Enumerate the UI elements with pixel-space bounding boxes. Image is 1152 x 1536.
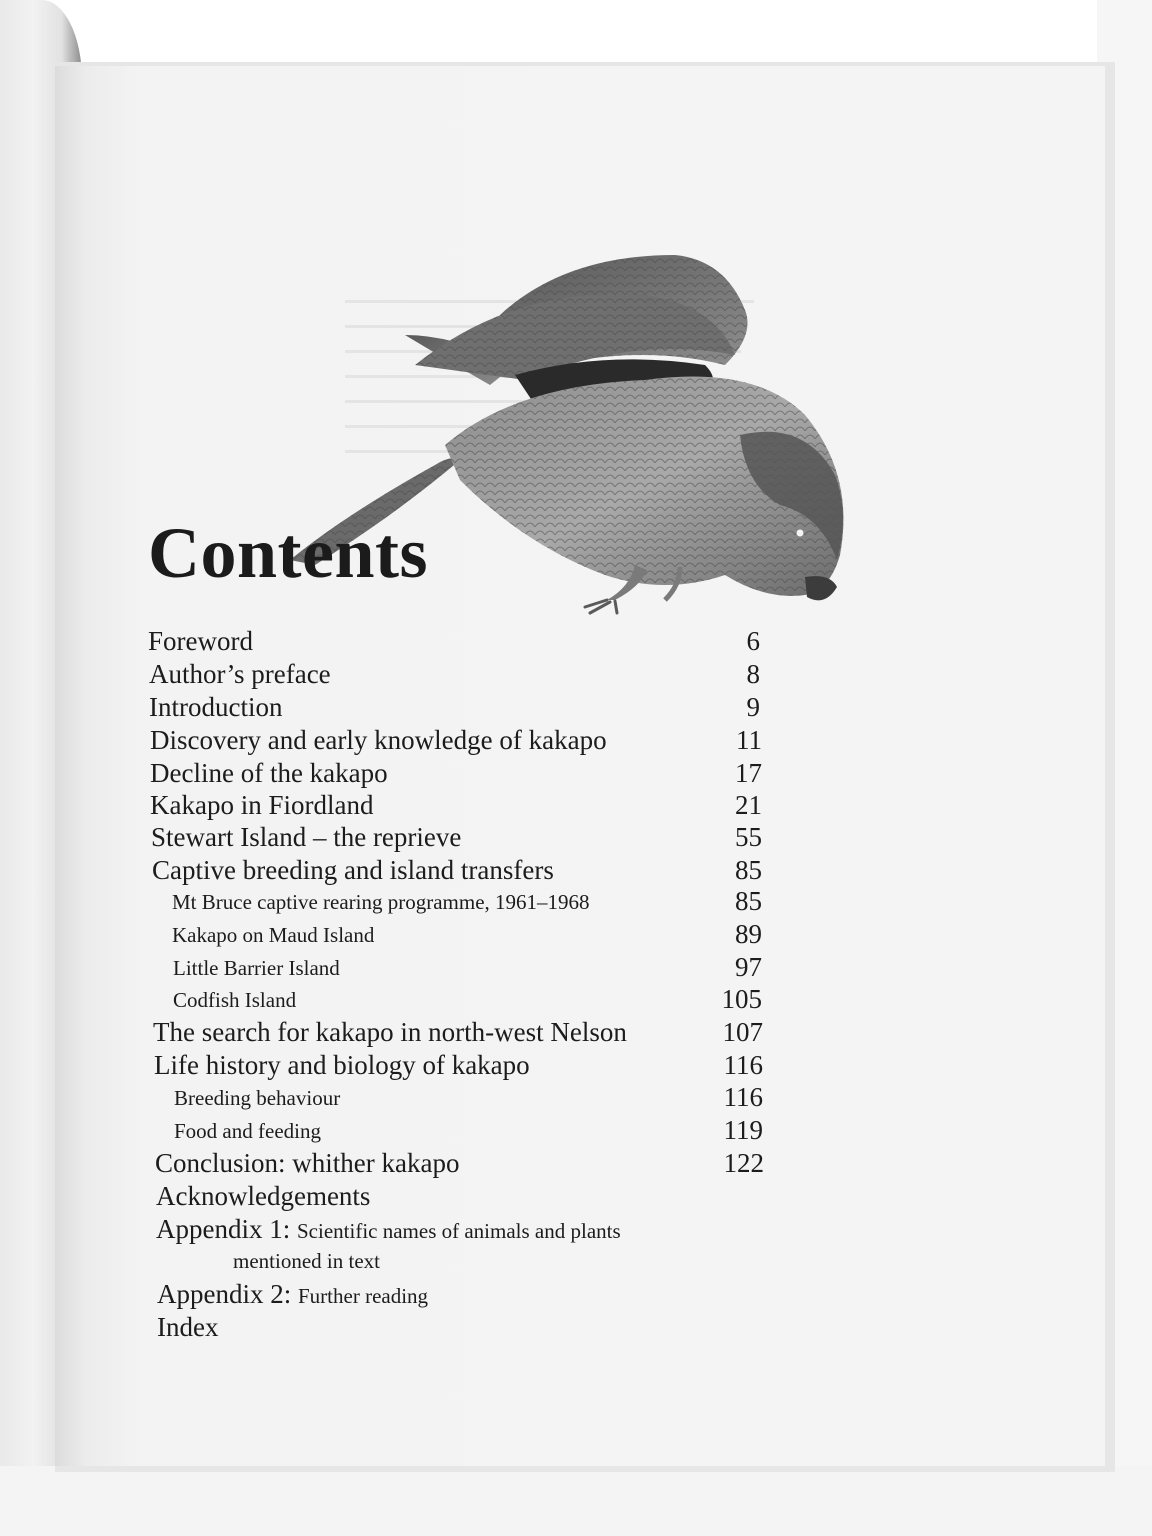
toc-entry — [151, 824, 762, 851]
appendix-label: Appendix 1: — [156, 1214, 291, 1244]
toc-entry-label: Kakapo in Fiordland — [150, 790, 374, 820]
toc-entry-label: Breeding behaviour — [174, 1086, 341, 1110]
appendix-label: Appendix 2: — [157, 1279, 292, 1309]
appendix-title: Further reading — [298, 1284, 429, 1308]
toc-subentry — [173, 952, 762, 982]
toc-entry-page: 116 — [723, 1050, 763, 1080]
background-surface-bottom — [0, 1466, 1152, 1536]
toc-entry-label: Conclusion: whither kakapo — [155, 1148, 460, 1178]
toc-entry-label: Discovery and early knowledge of kakapo — [150, 725, 607, 755]
page-title: Contents — [148, 513, 429, 593]
toc-entry-page: 122 — [723, 1148, 764, 1178]
toc-entry-label — [157, 1281, 428, 1308]
toc-entry — [150, 792, 762, 819]
toc-entry-page: 105 — [721, 984, 762, 1014]
toc-entry-page: 17 — [735, 758, 762, 788]
toc-subentry — [172, 919, 762, 949]
toc-entry-label: The search for kakapo in north-west Nelson — [153, 1017, 627, 1047]
toc-entry — [156, 1216, 764, 1243]
toc-entry — [150, 760, 762, 787]
toc-entry-page: 85 — [735, 855, 762, 885]
toc-entry-label — [156, 1216, 621, 1243]
toc-entry-label: Stewart Island – the reprieve — [151, 822, 462, 852]
toc-entry — [153, 1019, 763, 1046]
toc-entry-label: Mt Bruce captive rearing programme, 1961–1968 — [172, 890, 590, 914]
toc-entry-page: 85 — [735, 886, 762, 916]
toc-entry-page: 116 — [723, 1082, 763, 1112]
toc-subentry — [174, 1115, 763, 1145]
toc-entry-page: 107 — [722, 1017, 763, 1047]
toc-entry-page: 21 — [735, 790, 762, 820]
toc-entry-label: Acknowledgements — [156, 1181, 371, 1211]
toc-subentry — [174, 1082, 763, 1112]
toc-entry — [155, 1150, 764, 1177]
toc-entry-page: 89 — [735, 919, 762, 949]
toc-subentry — [173, 984, 762, 1014]
toc-entry — [157, 1314, 764, 1341]
toc-entry-label: Decline of the kakapo — [150, 758, 388, 788]
toc-entry-label: Life history and biology of kakapo — [154, 1050, 530, 1080]
toc-entry-label: Food and feeding — [174, 1119, 321, 1143]
toc-entry-label: Kakapo on Maud Island — [172, 923, 375, 947]
toc-entry-continuation — [233, 1251, 764, 1272]
toc-entry — [149, 661, 760, 688]
toc-entry-page: 8 — [746, 659, 760, 689]
toc-entry-label: Author’s preface — [149, 659, 331, 689]
toc-entry — [148, 628, 760, 655]
toc-entry-label: mentioned in text — [233, 1249, 380, 1273]
toc-entry-page: 6 — [746, 626, 760, 656]
toc-entry — [157, 1281, 764, 1308]
toc-entry-label: Codfish Island — [173, 988, 297, 1012]
toc-entry-page: 9 — [746, 692, 760, 722]
toc-entry-page: 11 — [736, 725, 762, 755]
toc-entry — [152, 857, 762, 884]
toc-entry — [150, 727, 762, 754]
toc-entry-label: Introduction — [149, 692, 283, 722]
toc-entry-label: Foreword — [148, 626, 253, 656]
toc-entry — [154, 1052, 763, 1079]
toc-entry — [149, 694, 760, 721]
toc-entry-page: 55 — [735, 822, 762, 852]
toc-entry — [156, 1183, 764, 1210]
toc-entry-page: 97 — [735, 952, 762, 982]
toc-subentry — [172, 886, 762, 916]
toc-entry-label: Little Barrier Island — [173, 956, 340, 980]
toc-entry-label: Captive breeding and island transfers — [152, 855, 554, 885]
toc-entry-label: Index — [157, 1312, 219, 1342]
toc-entry-page: 119 — [723, 1115, 763, 1145]
appendix-title: Scientific names of animals and plants — [297, 1219, 621, 1243]
